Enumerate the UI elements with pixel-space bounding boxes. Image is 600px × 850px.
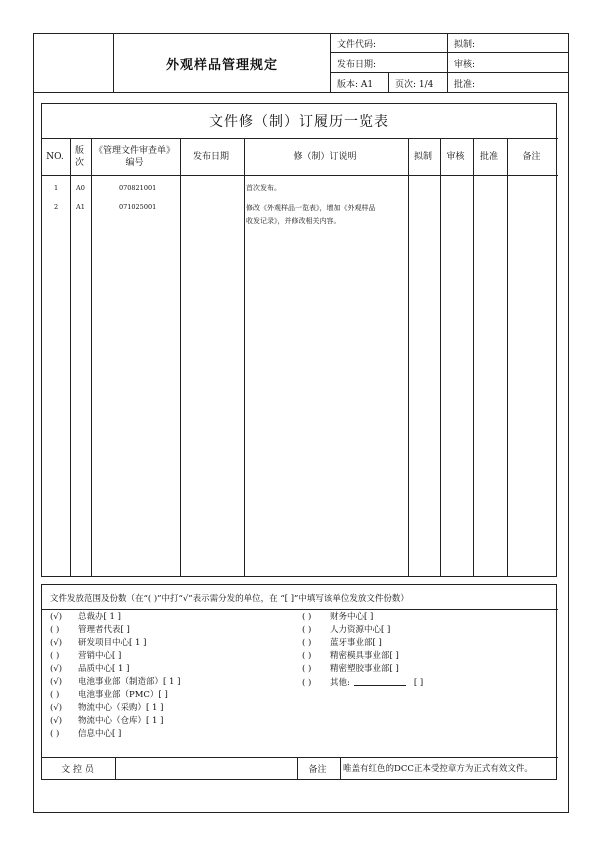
- dist-label: 精密塑胶事业部[ ]: [330, 664, 399, 674]
- doc-code-label: 文件代码:: [337, 40, 377, 50]
- review-label: 审核:: [454, 59, 476, 70]
- dist-item-hr[interactable]: [302, 624, 542, 637]
- dist-item-battery-manufacturing[interactable]: [50, 676, 310, 689]
- dist-check: (√): [50, 716, 63, 726]
- dist-label: 研发项目中心[ 1 ]: [78, 638, 147, 648]
- dist-check: (√): [50, 677, 63, 687]
- dist-check: ( ): [302, 612, 312, 622]
- dist-item-precision-plastic[interactable]: [302, 663, 542, 676]
- row-1-version: A0: [76, 184, 85, 192]
- page-number-label: 页次: 1/4: [395, 79, 434, 90]
- dist-check: ( ): [50, 625, 60, 635]
- dist-label: 管理者代表[ ]: [78, 625, 130, 635]
- dist-item-marketing[interactable]: [50, 650, 310, 663]
- dist-label: 电池事业部（PMC）[ ]: [78, 690, 168, 700]
- approve-label: 批准:: [454, 79, 476, 90]
- row-1-description: 首次发布。: [246, 184, 281, 192]
- row-1-form-number: 070821001: [119, 184, 157, 192]
- col-review: 审核: [446, 151, 465, 162]
- distribution-right-list: [302, 611, 542, 689]
- dist-item-ceo-office[interactable]: [50, 611, 310, 624]
- dist-item-quality[interactable]: [50, 663, 310, 676]
- dist-item-other[interactable]: [302, 676, 542, 689]
- dist-label: 物流中心（采购）[ 1 ]: [78, 703, 164, 713]
- dist-item-logistics-warehouse[interactable]: [50, 715, 310, 728]
- dist-other-count: [ ]: [413, 678, 424, 688]
- dist-item-finance[interactable]: [302, 611, 542, 624]
- row-2-form-number: 071025001: [119, 203, 157, 211]
- remark-text: 唯盖有红色的DCC正本受控章方为正式有效文件。: [343, 764, 533, 774]
- col-issue-date: 发布日期: [192, 151, 229, 162]
- col-draft: 拟制: [413, 151, 432, 162]
- dist-item-battery-pmc[interactable]: [50, 689, 310, 702]
- row-2-no: 2: [54, 203, 59, 211]
- row-2-version: A1: [76, 203, 85, 211]
- dist-label: 财务中心[ ]: [330, 612, 374, 622]
- dist-label: 品质中心[ 1 ]: [78, 664, 130, 674]
- dist-item-precision-mold[interactable]: [302, 650, 542, 663]
- dist-item-logistics-purchasing[interactable]: [50, 702, 310, 715]
- dist-other-input[interactable]: [354, 676, 406, 686]
- dist-item-management-rep[interactable]: [50, 624, 310, 637]
- dist-label: 物流中心（仓库）[ 1 ]: [78, 716, 164, 726]
- document-title: 外观样品管理规定: [165, 57, 278, 73]
- dist-check: ( ): [302, 664, 312, 674]
- dist-item-rd-center[interactable]: [50, 637, 310, 650]
- distribution-left-list: [50, 611, 310, 741]
- dist-check: (√): [50, 664, 63, 674]
- revision-table-title: 文件修（制）订履历一览表: [209, 113, 389, 130]
- draft-label: 拟制:: [454, 40, 476, 50]
- dist-label: 信息中心[ ]: [78, 729, 122, 739]
- dist-item-it-center[interactable]: [50, 728, 310, 741]
- dist-check: ( ): [302, 678, 312, 688]
- dist-other-label: 其他:: [330, 678, 350, 688]
- dist-item-bluetooth[interactable]: [302, 637, 542, 650]
- dist-label: 营销中心[ ]: [78, 651, 122, 661]
- document-controller-label: 文 控 员: [61, 764, 94, 775]
- dist-check: (√): [50, 638, 63, 648]
- remark-label: 备注: [308, 764, 327, 775]
- dist-check: ( ): [50, 729, 60, 739]
- dist-label: 电池事业部（制造部）[ 1 ]: [78, 677, 181, 687]
- dist-check: ( ): [50, 651, 60, 661]
- dist-check: ( ): [50, 690, 60, 700]
- col-description: 修（制）订说明: [293, 151, 357, 162]
- version-label: 版本: A1: [337, 79, 374, 90]
- col-no: NO.: [46, 151, 64, 162]
- dist-label: 总裁办[ 1 ]: [78, 612, 121, 622]
- dist-label: 精密模具事业部[ ]: [330, 651, 399, 661]
- col-approve: 批准: [479, 151, 498, 162]
- distribution-header: 文件发放范围及份数（在“( )”中打“√”表示需分发的单位，在 “[ ]”中填写该单位发放文件份数）: [50, 594, 409, 604]
- dist-check: ( ): [302, 651, 312, 661]
- dist-label: 人力资源中心[ ]: [330, 625, 391, 635]
- dist-check: (√): [50, 612, 63, 622]
- col-version: 版 次: [74, 145, 84, 168]
- dist-label: 蓝牙事业部[ ]: [330, 638, 382, 648]
- col-form-number: 《管理文件审查单》 编号: [93, 145, 175, 168]
- dist-check: ( ): [302, 638, 312, 648]
- col-remark: 备注: [522, 151, 541, 162]
- row-2-description: 修改《外观样品一览表》，增加《外观样品 收发记录》，并修改相关内容。: [246, 204, 376, 225]
- dist-check: ( ): [302, 625, 312, 635]
- dist-check: (√): [50, 703, 63, 713]
- issue-date-label: 发布日期:: [337, 59, 377, 70]
- row-1-no: 1: [54, 184, 59, 192]
